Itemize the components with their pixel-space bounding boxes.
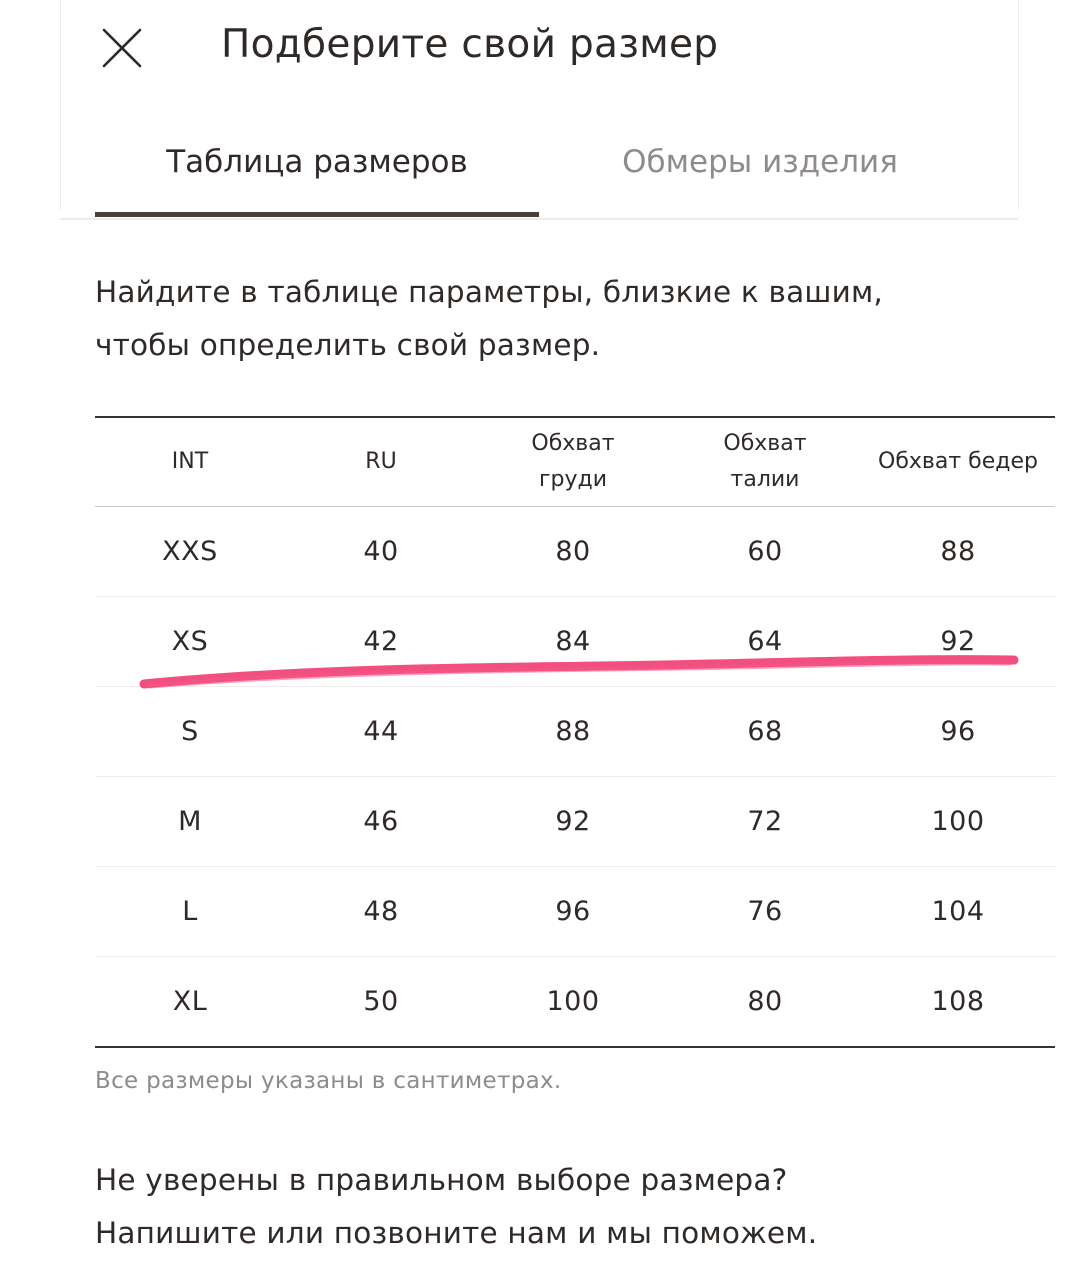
cell-waist: 60 (669, 507, 861, 597)
tab-size-chart-label: Таблица размеров (166, 144, 468, 180)
help-line-2: Напишите или позвоните нам и мы поможем. (95, 1216, 818, 1250)
header-hips: Обхват бедер (861, 417, 1055, 507)
intro-line-2: чтобы определить свой размер. (95, 328, 601, 362)
header-int: INT (95, 417, 285, 507)
cell-hips: 88 (861, 507, 1055, 597)
tab-size-chart[interactable] (95, 130, 539, 216)
cell-chest: 88 (477, 687, 669, 777)
cell-waist: 72 (669, 777, 861, 867)
cell-int: XXS (95, 507, 285, 597)
cell-hips: 104 (861, 867, 1055, 957)
table-row (95, 777, 1055, 867)
cell-hips: 92 (861, 597, 1055, 687)
cell-ru: 46 (285, 777, 477, 867)
header-ru: RU (285, 417, 477, 507)
header-waist: Обхват талии (669, 417, 861, 507)
close-button[interactable] (98, 24, 146, 72)
table-row (95, 957, 1055, 1048)
close-icon (98, 24, 146, 72)
cell-chest: 100 (477, 957, 669, 1048)
cell-int: M (95, 777, 285, 867)
help-text (95, 1154, 817, 1260)
cell-chest: 80 (477, 507, 669, 597)
cell-hips: 108 (861, 957, 1055, 1048)
cell-hips: 100 (861, 777, 1055, 867)
intro-text (95, 266, 995, 372)
tab-garment-measurements-label: Обмеры изделия (622, 144, 898, 180)
active-tab-indicator (95, 212, 539, 217)
panel-edge-right (1018, 0, 1019, 210)
table-row (95, 867, 1055, 957)
cell-int: S (95, 687, 285, 777)
cell-ru: 44 (285, 687, 477, 777)
help-line-1: Не уверены в правильном выборе размера? (95, 1163, 788, 1197)
cell-ru: 40 (285, 507, 477, 597)
cell-chest: 84 (477, 597, 669, 687)
units-note: Все размеры указаны в сантиметрах. (95, 1068, 562, 1094)
size-table (95, 416, 1055, 1048)
table-row (95, 687, 1055, 777)
cell-ru: 50 (285, 957, 477, 1048)
cell-chest: 96 (477, 867, 669, 957)
table-row (95, 507, 1055, 597)
cell-waist: 68 (669, 687, 861, 777)
cell-int: L (95, 867, 285, 957)
cell-hips: 96 (861, 687, 1055, 777)
cell-waist: 64 (669, 597, 861, 687)
tab-garment-measurements[interactable] (560, 130, 960, 216)
cell-waist: 80 (669, 957, 861, 1048)
table-header-row (95, 417, 1055, 507)
cell-chest: 92 (477, 777, 669, 867)
tab-bar (60, 130, 1018, 220)
size-table-container[interactable] (95, 416, 1038, 1045)
cell-ru: 42 (285, 597, 477, 687)
cell-int: XS (95, 597, 285, 687)
header-chest: Обхват груди (477, 417, 669, 507)
cell-waist: 76 (669, 867, 861, 957)
cell-ru: 48 (285, 867, 477, 957)
cell-int: XL (95, 957, 285, 1048)
table-row (95, 597, 1055, 687)
page-title: Подберите свой размер (221, 22, 719, 67)
intro-line-1: Найдите в таблице параметры, близкие к вашим, (95, 275, 883, 309)
